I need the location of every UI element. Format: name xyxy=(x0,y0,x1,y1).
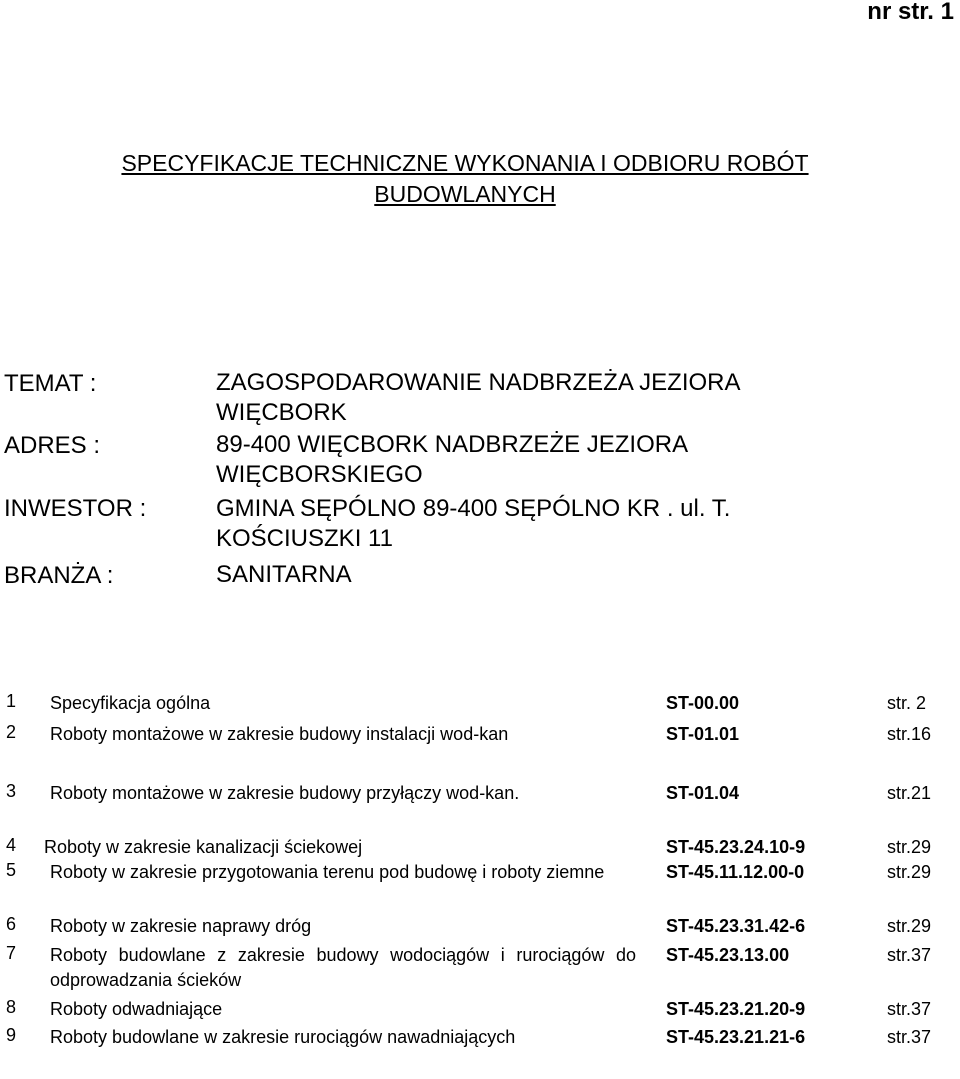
adres-label: ADRES : xyxy=(4,432,101,459)
toc-code: ST-45.23.24.10-9 xyxy=(666,837,806,857)
toc-number: 2 xyxy=(6,722,17,742)
toc-number: 4 xyxy=(6,835,17,855)
toc-name: Roboty budowlane z zakresie budowy wodociągów i rurociągów do odprowadzania ścieków xyxy=(50,945,636,990)
toc-name: Roboty w zakresie naprawy dróg xyxy=(50,916,312,936)
toc-number: 9 xyxy=(6,1025,17,1045)
adres-value: 89-400 WIĘCBORK NADBRZEŻE JEZIORA WIĘCBORSKIEGO xyxy=(216,431,687,488)
toc-page: str.29 xyxy=(887,916,932,936)
toc-code: ST-00.00 xyxy=(666,693,740,713)
toc-code: ST-45.23.21.20-9 xyxy=(666,999,806,1019)
temat-value: ZAGOSPODAROWANIE NADBRZEŻA JEZIORA WIĘCBORK xyxy=(216,369,740,426)
toc-number: 7 xyxy=(6,943,17,963)
temat-label: TEMAT : xyxy=(4,370,97,397)
toc-page: str.16 xyxy=(887,724,932,744)
toc-name: Specyfikacja ogólna xyxy=(50,693,211,713)
toc-page: str.37 xyxy=(887,999,932,1019)
toc-number: 8 xyxy=(6,997,17,1017)
toc-code: ST-45.23.21.21-6 xyxy=(666,1027,806,1047)
toc-name: Roboty budowlane w zakresie rurociągów nawadniających xyxy=(50,1027,516,1047)
toc-number: 5 xyxy=(6,860,17,880)
inwestor-label: INWESTOR : xyxy=(4,495,147,522)
toc-page: str.37 xyxy=(887,1027,932,1047)
title-line-1: SPECYFIKACJE TECHNICZNE WYKONANIA I ODBIORU ROBÓT xyxy=(121,150,809,176)
toc-code: ST-01.04 xyxy=(666,783,740,803)
toc-page: str.29 xyxy=(887,862,932,882)
toc-page: str.37 xyxy=(887,945,932,965)
toc-number: 3 xyxy=(6,781,17,801)
toc-name: Roboty w zakresie kanalizacji ściekowej xyxy=(44,837,363,857)
toc-number: 1 xyxy=(6,691,17,711)
title-line-2: BUDOWLANYCH xyxy=(374,181,556,207)
branza-label: BRANŻA : xyxy=(4,562,114,589)
toc-page: str.29 xyxy=(887,837,932,857)
toc-name: Roboty odwadniające xyxy=(50,999,223,1019)
inwestor-value: GMINA SĘPÓLNO 89-400 SĘPÓLNO KR . ul. T. KOŚCIUSZKI 11 xyxy=(216,495,731,552)
toc-name: Roboty montażowe w zakresie budowy instalacji wod-kan xyxy=(50,724,509,744)
branza-value: SANITARNA xyxy=(216,561,352,588)
toc-code: ST-45.23.13.00 xyxy=(666,945,790,965)
toc-code: ST-45.11.12.00-0 xyxy=(666,862,805,882)
toc-code: ST-45.23.31.42-6 xyxy=(666,916,806,936)
toc-name: Roboty w zakresie przygotowania terenu pod budowę i roboty ziemne xyxy=(50,862,605,882)
toc-page: str. 2 xyxy=(887,693,927,713)
toc-code: ST-01.01 xyxy=(666,724,740,744)
toc-name: Roboty montażowe w zakresie budowy przyłączy wod-kan. xyxy=(50,783,520,803)
toc-page: str.21 xyxy=(887,783,932,803)
page-number: nr str. 1 xyxy=(867,0,954,25)
document-title xyxy=(40,148,890,210)
toc-number: 6 xyxy=(6,914,17,934)
